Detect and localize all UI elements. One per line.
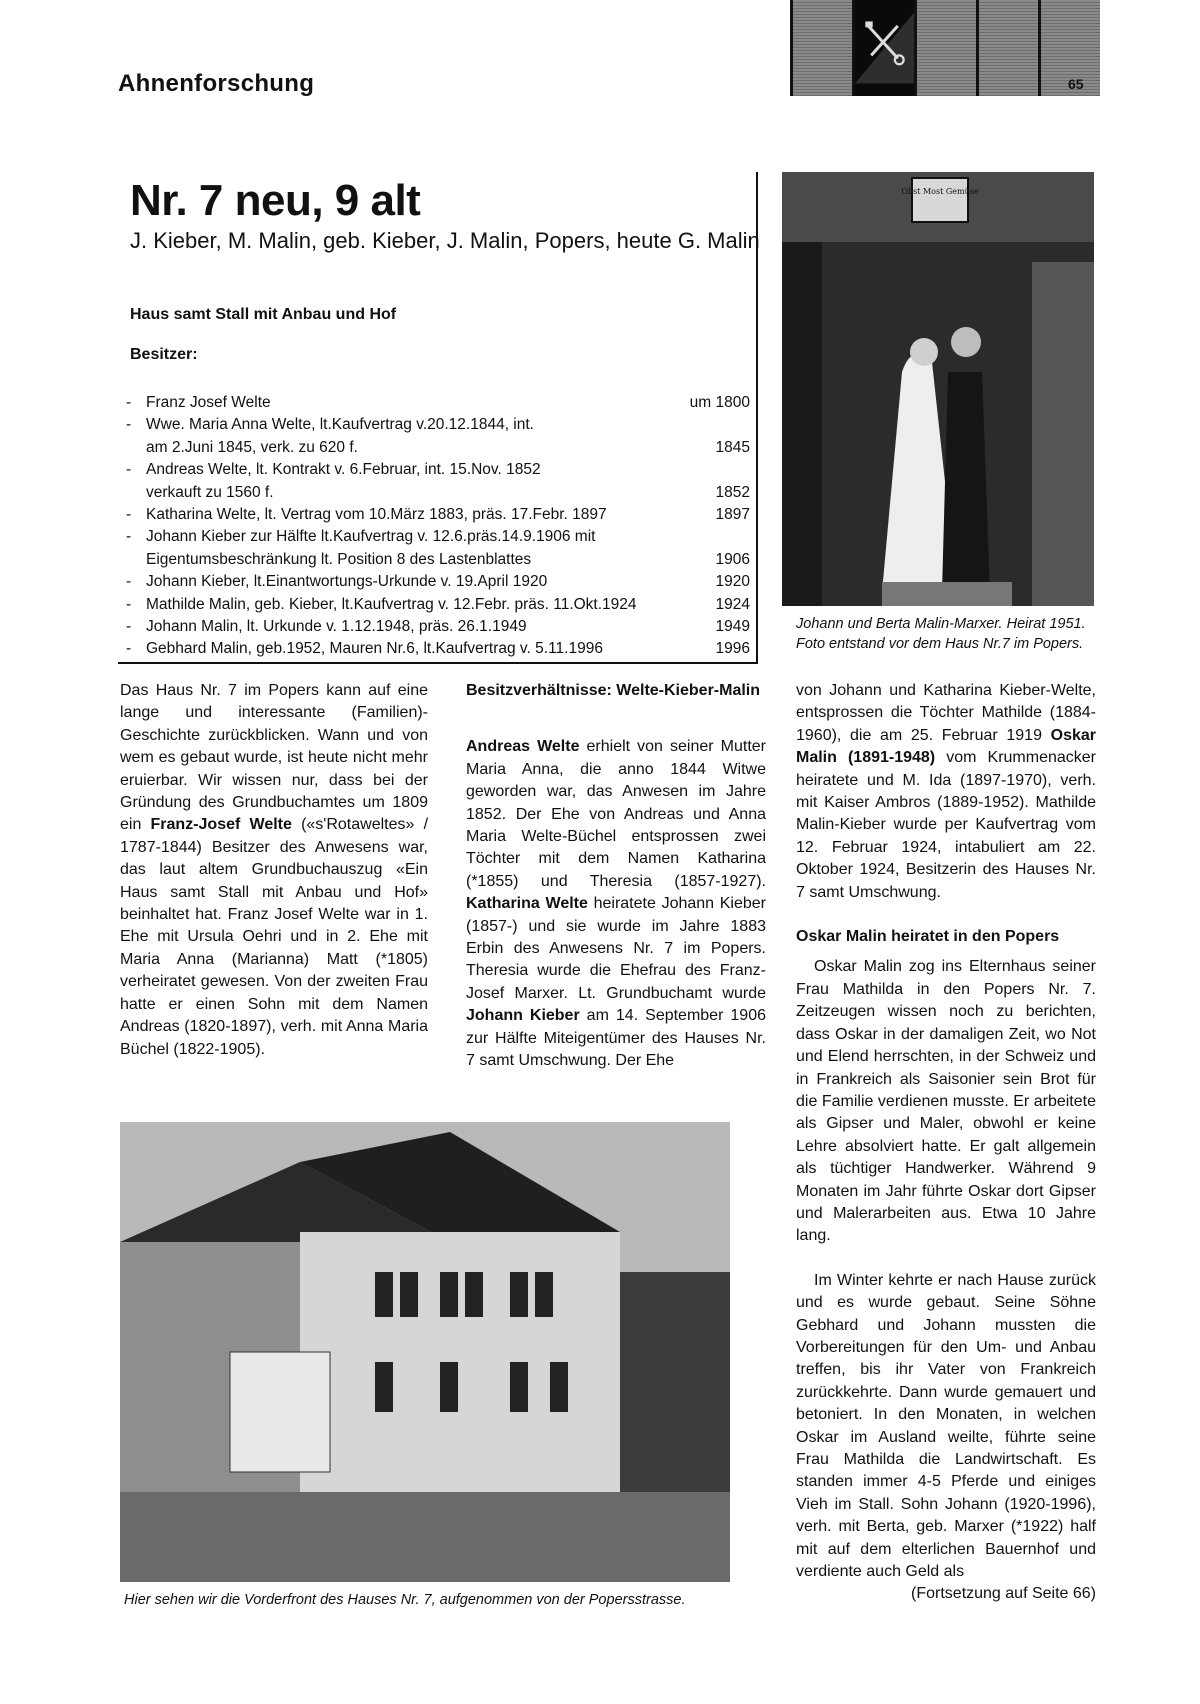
owner-row: - Wwe. Maria Anna Welte, lt.Kaufvertrag v.20.12.1844, int. <box>126 414 750 436</box>
owner-year: 1845 <box>715 438 750 456</box>
text-column-1: Das Haus Nr. 7 im Popers kann auf eine lange und interessante (Familien)-Geschichte zurückblicken. Wann und von wem es gebaut wurde, ist heute nicht mehr eruierbar. Wir wissen nur, dass bei der Gründung des Grundbuchamtes um 1809 ein Franz-Josef Welte («s'Rotaweltes» / 1787-1844) Besitzer des Anwesens war, das laut altem Grundbuchauszug «Ein Haus samt Stall mit Anbau und Hof» beinhaltet hat. Franz Josef Welte war in 1. Ehe mit Ursula Oehri und in 2. Ehe mit Maria Anna (Marianna) Matt (*1805) verheiratet gewesen. Von der zweiten Frau hatte er einen Sohn mit dem Namen Andreas (1820-1897), verh. mit Anna Maria Büchel (1822-1905). <box>120 682 429 1058</box>
owner-row: - Johann Kieber zur Hälfte lt.Kaufvertrag v. 12.6.präs.14.9.1906 mit <box>126 526 750 548</box>
owner-text: Eigentumsbeschränkung lt. Position 8 des Lastenblattes <box>146 550 532 568</box>
owner-row: - Katharina Welte, lt. Vertrag vom 10.März 1883, präs. 17.Febr. 1897 1897 <box>126 504 750 526</box>
owner-text: Johann Kieber, lt.Einantwortungs-Urkunde v. 19.April 1920 <box>146 573 548 591</box>
owner-year <box>680 526 750 548</box>
article-title: Nr. 7 neu, 9 alt <box>130 176 421 225</box>
owner-row: - Johann Malin, lt. Urkunde v. 1.12.1948, präs. 26.1.1949 1949 <box>126 616 750 638</box>
owner-text: Franz Josef Welte <box>146 394 271 411</box>
page-number: 65 <box>1068 76 1084 92</box>
owners-label: Besitzer: <box>130 346 198 363</box>
house-heading: Haus samt Stall mit Anbau und Hof <box>130 306 397 323</box>
owner-year: 1996 <box>715 640 750 658</box>
owner-row: - Andreas Welte, lt. Kontrakt v. 6.Februar, int. 15.Nov. 1852 <box>126 459 750 481</box>
text-column-2: Besitzverhältnisse: Welte-Kieber-Malin Andreas Welte erhielt von seiner Mutter Maria Anna, die anno 1844 Witwe geworden war, das Anwesen im Jahre 1852. Der Ehe von Andreas und Anna Maria Welte-Büchel entsprossen zwei Töchter mit dem Namen Katharina (*1855) und Theresia (1857-1927). Katharina Welte heiratete Johann Kieber (1857-) und sie wurde im Jahre 1883 Erbin des Anwesens Nr. 7 im Popers. Theresia wurde die Ehefrau des Franz-Josef Marxer. Lt. Grundbuchamt wurde Johann Kieber am 14. September 1906 zur Hälfte Miteigentümer des Hauses Nr. 7 samt Umschwung. Der Ehe <box>466 682 767 1070</box>
owner-text: Wwe. Maria Anna Welte, lt.Kaufvertrag v.20.12.1844, int. <box>146 416 534 434</box>
owner-text: Johann Kieber zur Hälfte lt.Kaufvertrag v. 12.6.präs.14.9.1906 mit <box>146 528 596 546</box>
owner-row: - Gebhard Malin, geb.1952, Mauren Nr.6, lt.Kaufvertrag v. 5.11.1996 1996 <box>126 638 750 660</box>
owner-row <box>126 482 750 504</box>
owner-text: verkauft zu 1560 f. <box>146 483 274 501</box>
owner-text: Johann Malin, lt. Urkunde v. 1.12.1948, präs. 26.1.1949 <box>146 618 527 636</box>
owner-text: Andreas Welte, lt. Kontrakt v. 6.Februar, int. 15.Nov. 1852 <box>146 461 541 479</box>
owner-row <box>126 549 750 571</box>
owner-year: 1924 <box>715 595 750 613</box>
house-photo-caption: Hier sehen wir die Vorderfront des Hauses Nr. 7, aufgenommen von der Popersstrasse. <box>124 1592 686 1608</box>
owner-year: um 1800 <box>689 394 750 411</box>
owner-year: 1949 <box>715 618 750 636</box>
crossed-tools-logo-icon <box>852 0 914 96</box>
owner-year <box>680 414 750 436</box>
continued-note: (Fortsetzung auf Seite 66) <box>911 1585 1096 1603</box>
owner-text: am 2.Juni 1845, verk. zu 620 f. <box>146 438 358 456</box>
produce-sign: Obst Most Gemüse <box>901 187 979 196</box>
house-photo <box>120 1122 730 1582</box>
text-column-3: von Johann und Katharina Kieber-Welte, entsprossen die Töchter Mathilde (1884-1960), die am 25. Februar 1919 Oskar Malin (1891-1948) vom Krummenacker heiratete und M. Ida (1897-1970), verh. mit Kaiser Ambros (1889-1952). Mathilde Malin-Kieber wurde per Kaufvertrag vom 12. Februar 1924, intabuliert am 22. Oktober 1924, Besitzerin des Hauses Nr. 7 samt Umschwung. Oskar Malin heiratet in den Popers Oskar Malin zog ins Elternhaus seiner Frau Mathilda in den Popers Nr. 7. Zeitzeugen wissen noch zu berichten, dass Oskar in der damaligen Zeit, wo Not und Elend herrschten, in der Schweiz und in Frankreich als Saisonier sein Brot für die Familie verdienen musste. Er arbeitete als Gipser und Maler, obwohl er keine Lehre absolviert hatte. Er galt allgemein als tüchtiger Handwerker. Während 9 Monaten im Jahr führte Oskar dort Gipser und Malerarbeiten aus. Etwa 10 Jahre lang. Im Winter kehrte er nach Hause zurück und es wurde gebaut. Seine Söhne Gebhard und Johann mussten die Vorbereitungen für den Um- und Anbau treffen, bis ihr Vater von Frankreich zurückkehrte. Dann wurde gemauert und betoniert. In den Monaten, in welchen Oskar im Ausland weilte, führte seine Frau Mathilda die Landwirtschaft. Es standen immer 4-5 Pferde und einiges Vieh im Stall. Sohn Johann (1920-1996), verh. mit Berta, geb. Marxer (*1922) half mit auf dem elterlichen Bauernhof und verdiente auch Geld als (Fortsetzung auf Seite 66) <box>796 680 1096 1606</box>
owner-row: - Mathilde Malin, geb. Kieber, lt.Kaufvertrag v. 12.Febr. präs. 11.Okt.1924 1924 <box>126 594 750 616</box>
wedding-photo-caption: Johann und Berta Malin-Marxer. Heirat 1951. Foto entstand vor dem Haus Nr.7 im Popers. <box>796 616 1086 652</box>
wedding-photo <box>782 172 1094 606</box>
owner-year: 1906 <box>715 550 750 568</box>
owner-text: Mathilde Malin, geb. Kieber, lt.Kaufvertrag v. 12.Febr. präs. 11.Okt.1924 <box>146 595 637 613</box>
owner-text: Gebhard Malin, geb.1952, Mauren Nr.6, lt.Kaufvertrag v. 5.11.1996 <box>146 640 603 658</box>
owner-row: - Johann Kieber, lt.Einantwortungs-Urkunde v. 19.April 1920 1920 <box>126 571 750 593</box>
owner-year: 1897 <box>715 506 750 524</box>
owner-row <box>126 437 750 459</box>
ownership-heading: Besitzverhältnisse: Welte-Kieber-Malin <box>466 682 761 699</box>
owners-list <box>126 392 750 661</box>
article-subtitle: J. Kieber, M. Malin, geb. Kieber, J. Malin, Popers, heute G. Malin <box>130 228 760 253</box>
oskar-malin-heading: Oskar Malin heiratet in den Popers <box>796 928 1060 946</box>
name-franz-josef-welte: Franz-Josef Welte <box>150 816 292 834</box>
section-title: Ahnenforschung <box>118 70 315 97</box>
header-banner <box>790 0 1100 96</box>
owner-year <box>680 459 750 481</box>
owner-year: 1920 <box>715 573 750 591</box>
owner-text: Katharina Welte, lt. Vertrag vom 10.März 1883, präs. 17.Febr. 1897 <box>146 506 607 524</box>
box-divider-horizontal <box>118 662 758 664</box>
owner-year: 1852 <box>715 483 750 501</box>
owner-row: - Franz Josef Welte um 1800 <box>126 392 750 414</box>
